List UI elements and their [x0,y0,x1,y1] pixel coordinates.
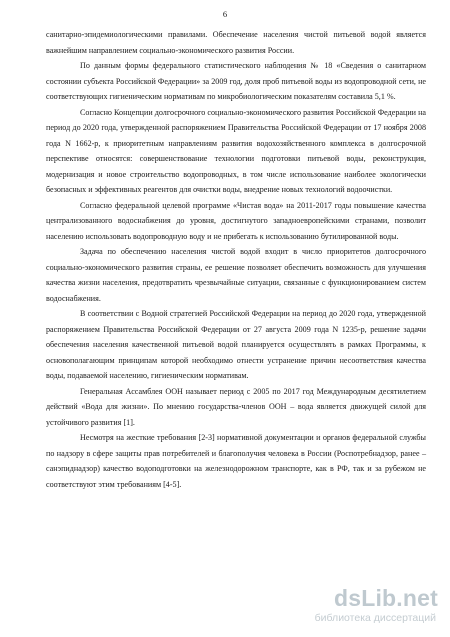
page-number: 6 [222,9,228,19]
watermark-logo: dsLib.net [333,585,438,611]
paragraph: Несмотря на жесткие требования [2-3] нормативной документации и органов федеральной службы по надзору в сфере защиты прав потребителей и благополучия человека в России (Роспотребнадзор, ранее – санэпиднадзор) качество водоподготовки на железнодорожном транспорте, как в РФ, так и за рубежом не соответствуют этим требованиям [4-5]. [46,433,426,489]
paragraph: В соответствии с Водной стратегией Российской Федерации на период до 2020 года, утвержденной распоряжением Правительства Российской Федерации от 27 августа 2009 года N 1235-р, решение задачи обеспечения населения качественной питьевой водой планируется осуществлять в рамках Программы, к основополагающим принципам которой необходимо отнести устранение причин несоответствия качества воды, подаваемой населению, гигиеническим нормативам. [46,309,426,380]
watermark-tagline: библиотека диссертаций [314,612,436,624]
paragraph: санитарно-эпидемиологическими правилами. Обеспечение населения чистой питьевой водой является важнейшим направлением социально-экономического развития России. [46,30,426,55]
paragraph: Согласно федеральной целевой программе «Чистая вода» на 2011-2017 годы повышение качества централизованного водоснабжения до уровня, достигнутого западноевропейскими странами, позволит населению использовать водопроводную воду и не прибегать к использованию бутилированной воды. [46,200,426,241]
paragraph: Генеральная Ассамблея ООН называет период с 2005 по 2017 год Международным десятилетием действий «Вода для жизни». По мнению государства-членов ООН – вода является движущей силой для устойчивого развития [1]. [46,386,426,427]
paragraph: Согласно Концепции долгосрочного социально-экономического развития Российской Федерации на период до 2020 года, утвержденной распоряжением Правительства Российской Федерации от 17 ноября 2008 года N 1662-р, к приоритетным направлениям развития водохозяйственного комплекса в долгосрочной перспективе относятся: совершенствование технологии подготовки питьевой воды, реконструкция, модернизация и новое строительство водопроводных, в том числе использование наиболее экологически безопасных и эффективных реагентов для очистки воды, внедрение новых технологий водоочистки. [46,107,426,194]
watermark [310,585,438,629]
document-body [46,27,426,492]
paragraph: По данным формы федерального статистического наблюдения № 18 «Сведения о санитарном состоянии субъекта Российской Федерации» за 2009 год, доля проб питьевой воды из водопроводной сети, не соответствующих гигиеническим нормативам по микробиологическим показателям составила 5,1 %. [46,61,426,101]
paragraph: Задача по обеспечению населения чистой водой входит в число приоритетов долгосрочного социально-экономического развития страны, ее решение позволяет обеспечить возможность для улучшения качества жизни населения, предотвратить чрезвычайные ситуации, связанные с функционированием систем водоснабжения. [46,247,426,303]
